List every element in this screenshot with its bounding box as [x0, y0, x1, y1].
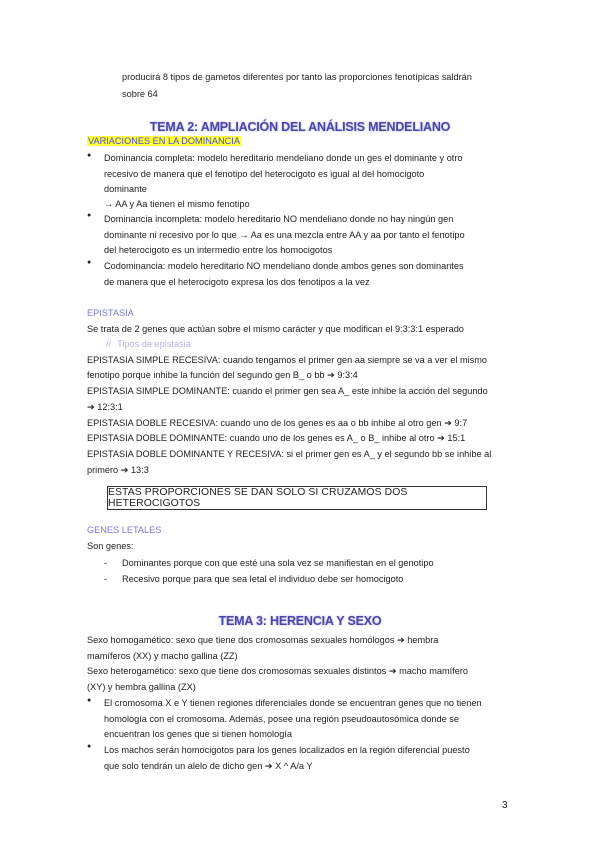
- variaciones-title: VARIACIONES EN LA DOMINANCIA: [88, 136, 240, 146]
- tema3-bullet-2-line-2: que solo tendrán un alelo de dicho gen ➔ X ^ A/a Y: [104, 761, 313, 771]
- epistasia-line-8: primero ➔ 13:3: [87, 465, 149, 475]
- genes-letales-intro: Son genes:: [87, 541, 134, 551]
- bullet-1-line-3: dominante: [104, 184, 147, 194]
- epistasia-line-2: fenotipo porque inhibe la función del segundo gen B_ o bb ➔ 9:3:4: [87, 370, 358, 380]
- tipos-epistasia-label: // Tipos de epistasia: [106, 339, 191, 349]
- bullet-dot: ●: [87, 697, 92, 704]
- bullet-2-line-1: Dominancia incompleta: modelo hereditario NO mendeliano donde no hay ningún gen: [104, 214, 454, 224]
- bullet-1-line-1: Dominancia completa: modelo hereditario mendeliano donde un ges el dominante y otro: [104, 153, 463, 163]
- bullet-1-line-4: → AA y Aa tienen el mismo fenotipo: [104, 199, 250, 209]
- intro-line-2: sobre 64: [122, 89, 158, 99]
- tema3-bullet-1-line-1: El cromosoma X e Y tienen regiones diferenciales donde se encuentran genes que no tienen: [104, 698, 482, 708]
- bullet-1-line-2: recesivo de manera que el fenotipo del heterocigoto es igual al del homocigoto: [104, 169, 425, 179]
- variaciones-subheading: [87, 137, 241, 146]
- bullet-dot: ●: [87, 212, 92, 219]
- epistasia-line-1: EPISTASIA SIMPLE RECESIVA: cuando tengamos el primer gen aa siempre se va a ver el mismo: [87, 355, 487, 365]
- dash-marker: -: [104, 574, 108, 584]
- bullet-dot: ●: [87, 259, 92, 266]
- intro-line-1: producirá 8 tipos de gametos diferentes por tanto las proporciones fenotípicas saldrán: [122, 72, 472, 82]
- proporciones-note-box: [107, 486, 487, 510]
- bullet-3-line-1: Codominancia: modelo hereditario NO mendeliano donde ambos genes son dominantes: [104, 261, 464, 271]
- tema3-bullet-1-line-2: homología con el cromosoma. Además, posee una región pseudoautosómica donde se: [104, 714, 459, 724]
- tema3-line-2: mamíferos (XX) y macho gallina (ZZ): [87, 651, 238, 661]
- tema3-bullet-2-line-1: Los machos serán homocigotos para los genes localizados en la región diferencial puesto: [104, 745, 470, 755]
- epistasia-intro: Se trata de 2 genes que actúan sobre el mismo carácter y que modifican el 9:3:3:1 esperado: [87, 324, 464, 334]
- epistasia-line-5: EPISTASIA DOBLE RECESIVA: cuando uno de los genes es aa o bb inhibe al otro gen ➔ 9:7: [87, 418, 468, 428]
- epistasia-line-7: EPISTASIA DOBLE DOMINANTE Y RECESIVA: si el primer gen es A_ y el segundo bb se inhibe al: [87, 449, 492, 459]
- bullet-2-line-3: del heterocigoto es un intermedio entre los homocigotos: [104, 245, 333, 255]
- tipos-epistasia-text: Tipos de epistasia: [117, 339, 191, 349]
- tema3-line-4: (XY) y hembra gallina (ZX): [87, 682, 196, 692]
- tema3-heading: TEMA 3: HERENCIA Y SEXO: [218, 614, 382, 628]
- bullet-2-line-2: dominante ni recesivo por lo que → Aa es una mezcla entre AA y aa por tanto el fenotipo: [104, 230, 465, 240]
- genes-letales-item-1: Dominantes porque con que esté una sola vez se manifiestan en el genotipo: [122, 558, 434, 568]
- bullet-3-line-2: de manera que el heterocigoto expresa los dos fenotipos a la vez: [104, 277, 370, 287]
- genes-letales-item-2: Recesivo porque para que sea letal el individuo debe ser homocigoto: [122, 574, 404, 584]
- tema3-line-3: Sexo heterogamético: sexo que tiene dos cromosomas sexuales distintos ➔ macho mamífero: [87, 666, 468, 676]
- tema2-heading: TEMA 2: AMPLIACIÓN DEL ANÁLISIS MENDELIANO: [149, 120, 451, 134]
- page-number: 3: [502, 800, 508, 811]
- epistasia-line-4: ➔ 12:3:1: [87, 402, 123, 412]
- tema3-line-1: Sexo homogamético: sexo que tiene dos cromosomas sexuales homólogos ➔ hembra: [87, 635, 439, 645]
- bullet-dot: ●: [87, 743, 92, 750]
- genes-letales-subheading: GENES LETALES: [87, 525, 162, 535]
- tema3-bullet-1-line-3: encuentran los genes que si tienen homología: [104, 729, 292, 739]
- bullet-dot: ●: [87, 152, 92, 159]
- epistasia-line-3: EPISTASIA SIMPLE DOMINANTE: cuando el primer gen sea A_ este inhibe la acción del segundo: [87, 386, 488, 396]
- dash-marker: -: [104, 558, 108, 568]
- proporciones-note-text: ESTAS PROPORCIONES SE DAN SOLO SI CRUZAMOS DOS HETEROCIGOTOS: [108, 487, 408, 509]
- epistasia-subheading: EPISTASIA: [87, 308, 134, 318]
- epistasia-line-6: EPISTASIA DOBLE DOMINANTE: cuando uno de los genes es A_ o B_ inhibe al otro ➔ 15:1: [87, 433, 466, 443]
